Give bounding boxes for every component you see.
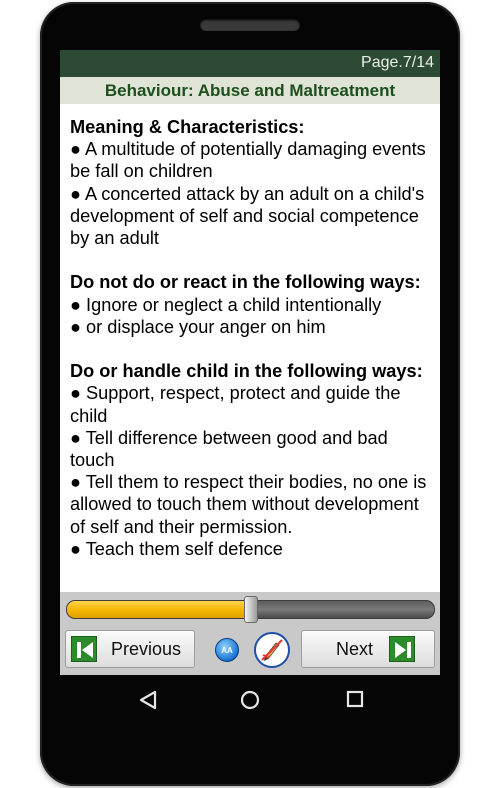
bullet-item: ● Tell them to respect their bodies, no one is allowed to touch them without development of self and their permission.: [70, 472, 427, 537]
next-button[interactable]: [301, 630, 435, 668]
skip-next-icon: [389, 636, 415, 662]
content-section: [70, 116, 436, 249]
title-bar: [60, 77, 440, 104]
bullet-item: ● A concerted attack by an adult on a child's development of self and social competence by an adult: [70, 183, 425, 249]
bullet-item: ● or displace your anger on him: [70, 316, 326, 337]
bullet-item: ● Teach them self defence: [70, 538, 283, 559]
content-area[interactable]: [70, 116, 436, 592]
android-nav-bar: [60, 675, 440, 725]
section-heading: Meaning & Characteristics:: [70, 117, 305, 137]
phone-speaker: [200, 19, 300, 31]
recents-square-icon[interactable]: [346, 690, 364, 708]
page-indicator: Page.7/14: [361, 54, 434, 71]
font-size-icon: AA: [221, 645, 233, 655]
status-bar: [60, 50, 440, 77]
next-label: Next: [336, 638, 374, 659]
previous-button[interactable]: [65, 630, 195, 668]
slider-fill: [67, 601, 251, 618]
bullet-item: ● Tell difference between good and bad touch: [70, 427, 388, 471]
bullet-item: ● Support, respect, protect and guide the child: [70, 383, 401, 426]
back-triangle-icon[interactable]: [138, 690, 158, 710]
bullet-item: ● A multitude of potentially damaging events be fall on children: [70, 139, 426, 182]
content-section: [70, 271, 436, 338]
home-circle-icon[interactable]: [240, 690, 260, 710]
draw-toggle-button[interactable]: [254, 632, 290, 668]
previous-label: Previous: [111, 638, 182, 659]
skip-previous-icon: [71, 636, 97, 662]
content-section: [70, 360, 436, 560]
section-heading: Do not do or react in the following ways:: [70, 272, 421, 293]
no-pen-icon: [256, 634, 288, 666]
bullet-item: ● Ignore or neglect a child intentionally: [70, 294, 382, 315]
font-size-button[interactable]: [215, 638, 239, 662]
bottom-controls: [60, 592, 440, 675]
slider-thumb[interactable]: [244, 596, 258, 623]
page-title: Behaviour: Abuse and Maltreatment: [104, 81, 396, 100]
section-heading: Do or handle child in the following ways:: [70, 361, 423, 382]
app-screen: [60, 50, 440, 675]
